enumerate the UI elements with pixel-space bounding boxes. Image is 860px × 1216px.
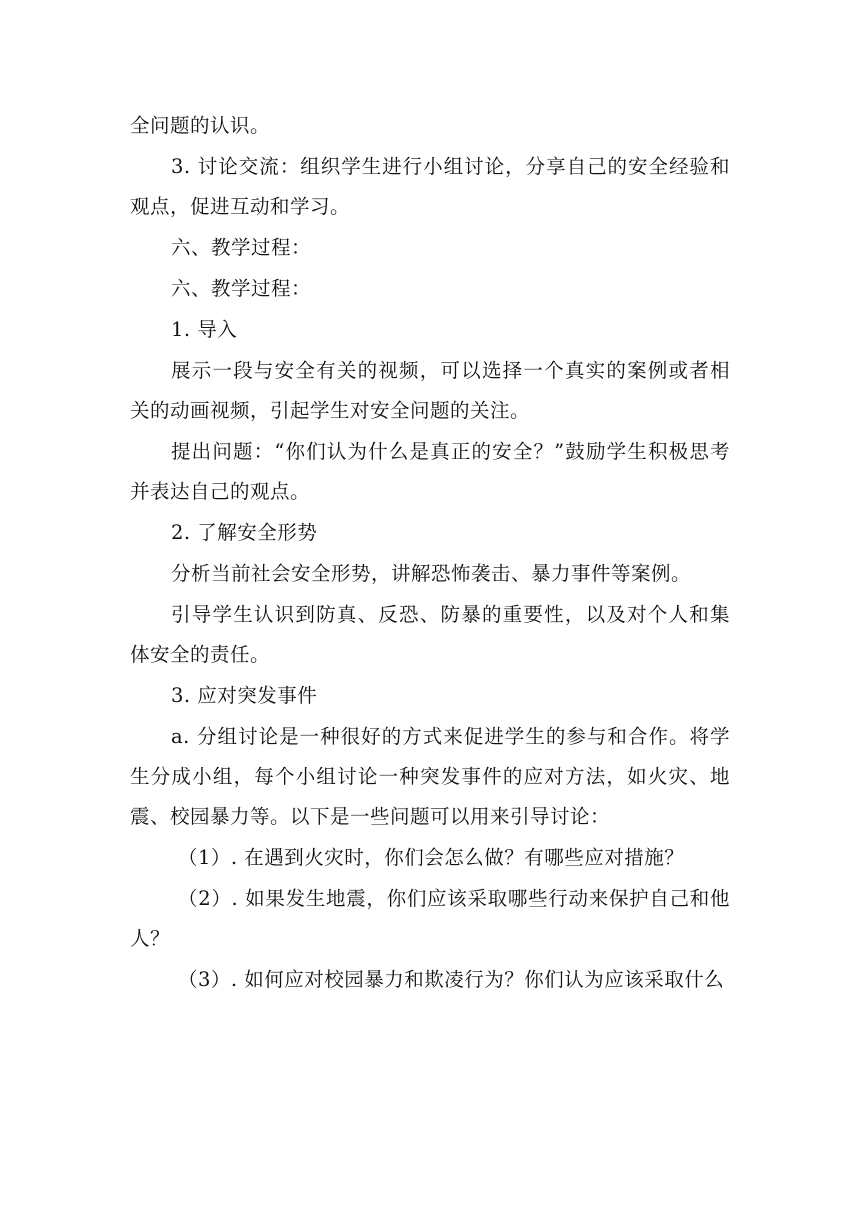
section-heading-teaching-process: 六、教学过程： [171, 236, 312, 259]
question-item-earthquake: （2）. 如果发生地震，你们应该采取哪些行动来保护自己和他人？ [130, 887, 730, 950]
document-body [130, 106, 730, 1001]
paragraph-continuation: 全问题的认识。 [130, 114, 271, 137]
paragraph-show-video: 展示一段与安全有关的视频，可以选择一个真实的案例或者相关的动画视频，引起学生对安全问题的关注。 [130, 359, 730, 422]
section-heading-teaching-process-repeat: 六、教学过程： [171, 277, 312, 300]
question-item-fire: （1）. 在遇到火灾时，你们会怎么做？有哪些应对措施？ [178, 846, 685, 869]
step-heading-emergencies: 3. 应对突发事件 [171, 684, 318, 707]
step-heading-introduction: 1. 导入 [171, 318, 238, 341]
paragraph-guide-students: 引导学生认识到防真、反恐、防暴的重要性，以及对个人和集体安全的责任。 [130, 603, 730, 666]
paragraph-group-discussion: a. 分组讨论是一种很好的方式来促进学生的参与和合作。将学生分成小组，每个小组讨论一种突发事件的应对方法，如火灾、地震、校园暴力等。以下是一些问题可以用来引导讨论： [130, 725, 730, 828]
paragraph-discussion: 3. 讨论交流：组织学生进行小组讨论，分享自己的安全经验和观点，促进互动和学习。 [130, 155, 730, 218]
paragraph-analyze-situation: 分析当前社会安全形势，讲解恐怖袭击、暴力事件等案例。 [171, 562, 692, 585]
question-item-bullying: （3）. 如何应对校园暴力和欺凌行为？你们认为应该采取什么 [178, 968, 725, 991]
paragraph-ask-question: 提出问题：“你们认为什么是真正的安全？”鼓励学生积极思考并表达自己的观点。 [130, 440, 730, 503]
step-heading-security-situation: 2. 了解安全形势 [171, 521, 318, 544]
